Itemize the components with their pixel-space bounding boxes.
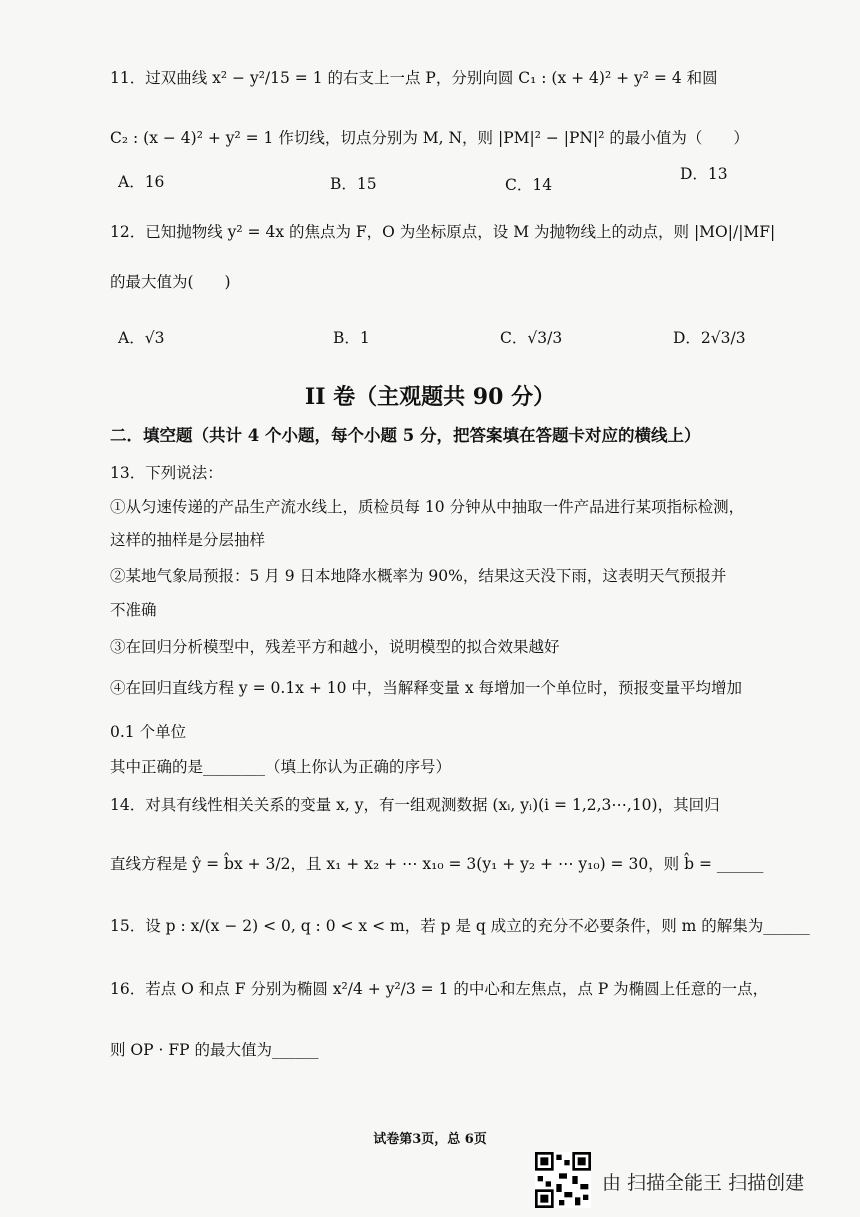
q12-line2: 的最大值为( ) bbox=[110, 273, 231, 291]
q14-line2: 直线方程是 ŷ = b̂x + 3/2，且 x₁ + x₂ + ⋯ x₁₀ = 3(y₁ + y₂ + ⋯ y₁₀) = 30，则 b̂ = ______ bbox=[110, 855, 764, 873]
q13-intro: 13．下列说法： bbox=[110, 464, 223, 482]
q13-statement-4b: 0.1 个单位 bbox=[110, 723, 187, 741]
q15-line: 15．设 p : x/(x − 2) < 0, q : 0 < x < m，若 p 是 q 成立的充分不必要条件，则 m 的解集为______ bbox=[110, 917, 810, 935]
q16-line1: 16．若点 O 和点 F 分别为椭圆 x²/4 + y²/3 = 1 的中心和左焦点，点 P 为椭圆上任意的一点， bbox=[110, 980, 769, 998]
q14-line1: 14．对具有线性相关关系的变量 x, y，有一组观测数据 (xᵢ, yᵢ)(i = 1,2,3⋯,10)，其回归 bbox=[110, 796, 720, 814]
q13-statement-1b: 这样的抽样是分层抽样 bbox=[110, 531, 266, 549]
q11-line2: C₂ : (x − 4)² + y² = 1 作切线，切点分别为 M, N，则 |PM|² − |PN|² 的最小值为（ ） bbox=[110, 129, 749, 147]
part2-title: II 卷（主观题共 90 分） bbox=[304, 384, 556, 410]
q13-statement-2a: ②某地气象局预报：5 月 9 日本地降水概率为 90%，结果这天没下雨，这表明天气预报并 bbox=[110, 567, 727, 585]
scanner-label: 由 扫描全能王 扫描创建 bbox=[602, 1172, 805, 1194]
q13-statement-2b: 不准确 bbox=[110, 601, 157, 619]
q11-option-c: C．14 bbox=[505, 176, 553, 194]
q13-question: 其中正确的是________（填上你认为正确的序号） bbox=[110, 758, 452, 776]
q13-statement-3: ③在回归分析模型中，残差平方和越小，说明模型的拟合效果越好 bbox=[110, 638, 560, 656]
q13-statement-4a: ④在回归直线方程 y = 0.1x + 10 中，当解释变量 x 每增加一个单位时，预报变量平均增加 bbox=[110, 679, 743, 697]
q12-option-a: A．√3 bbox=[118, 329, 165, 347]
q13-statement-1a: ①从匀速传递的产品生产流水线上，质检员每 10 分钟从中抽取一件产品进行某项指标检测， bbox=[110, 498, 745, 516]
q11-option-b: B．15 bbox=[330, 175, 377, 193]
qr-code-icon bbox=[535, 1152, 591, 1208]
q12-option-b: B．1 bbox=[333, 329, 370, 347]
q11-option-d: D．13 bbox=[680, 165, 728, 183]
q12-line1: 12．已知抛物线 y² = 4x 的焦点为 F，O 为坐标原点，设 M 为抛物线上的动点，则 |MO|/|MF| bbox=[110, 223, 776, 241]
q12-option-c: C．√3/3 bbox=[500, 329, 563, 347]
q11-line1: 11．过双曲线 x² − y²/15 = 1 的右支上一点 P，分别向圆 C₁ : (x + 4)² + y² = 4 和圆 bbox=[110, 69, 718, 87]
page-footer: 试卷第3页，总 6页 bbox=[373, 1132, 487, 1147]
q11-option-a: A．16 bbox=[118, 173, 165, 191]
section2-heading: 二．填空题（共计 4 个小题，每个小题 5 分，把答案填在答题卡对应的横线上） bbox=[110, 426, 701, 445]
q16-line2: 则 OP · FP 的最大值为______ bbox=[110, 1041, 319, 1059]
q12-option-d: D．2√3/3 bbox=[673, 329, 746, 347]
